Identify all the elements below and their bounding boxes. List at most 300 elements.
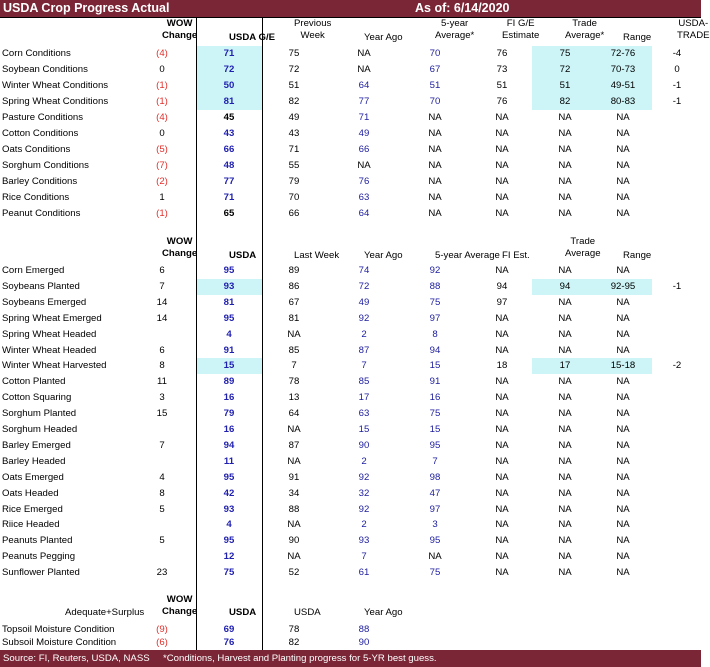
cell-prev: 49 [288, 112, 300, 123]
table-row [0, 533, 701, 548]
cell-prev: NA [287, 455, 301, 467]
cell-wow: (4) [156, 48, 168, 59]
table-row [0, 295, 701, 310]
cell-avg5: 7 [432, 455, 438, 467]
cell-usda: 16 [223, 392, 235, 404]
row-label: Riice Headed [2, 519, 60, 531]
row-label: Cotton Squaring [2, 392, 72, 404]
row-label: Peanuts Planted [2, 535, 73, 547]
hdr-usda-trade: USDA- TRADE [677, 18, 710, 41]
cell-range: NA [616, 128, 630, 139]
cell-prev: 90 [288, 535, 300, 547]
cell-avg5: NA [428, 208, 442, 219]
cell-trade: NA [558, 408, 572, 420]
cell-wow: 1 [159, 192, 165, 203]
cell-trade: NA [558, 455, 572, 467]
row-label: Barley Headed [2, 455, 66, 467]
cell-trade: NA [558, 312, 572, 324]
cell-wow: 7 [159, 439, 165, 451]
hdr-prev: USDA [294, 607, 321, 618]
cell-trade: NA [558, 519, 572, 531]
cell-yago: 49 [358, 296, 370, 308]
cell-avg5: 75 [429, 296, 441, 308]
cell-usda: 4 [226, 328, 232, 340]
cell-range: NA [616, 503, 630, 515]
cell-usda: 12 [223, 551, 235, 563]
cell-avg5: NA [428, 144, 442, 155]
footer-bar [0, 650, 701, 667]
cell-avg5: NA [428, 192, 442, 203]
cell-wow: 4 [159, 471, 165, 483]
cell-wow: 11 [157, 376, 167, 388]
hdr-range: Range [623, 32, 652, 43]
hdr-wow: WOW Change [162, 236, 198, 259]
title-bar [0, 0, 701, 17]
cell-yago: 77 [358, 96, 370, 107]
cell-range: NA [616, 392, 630, 404]
cell-fi: NA [495, 328, 509, 340]
cell-avg5: 97 [429, 312, 441, 324]
cell-trade: 17 [559, 360, 571, 372]
cell-trade: NA [558, 176, 572, 187]
cell-avg5: NA [428, 176, 442, 187]
cell-usda: 81 [223, 96, 235, 107]
row-label: Sorghum Conditions [2, 160, 89, 171]
cell-avg5: 15 [429, 424, 441, 435]
cell-trade: NA [558, 112, 572, 123]
cell-fi: 76 [496, 48, 508, 59]
cell-yago: 32 [358, 487, 370, 499]
hdr-trade: Trade Average* [565, 18, 605, 41]
cell-wow: 6 [159, 265, 165, 276]
cell-yago: NA [357, 48, 371, 59]
hdr-usda: USDA [229, 250, 257, 261]
cell-range: 15-18 [610, 360, 636, 372]
cell-avg5: 8 [432, 328, 438, 340]
cell-prev: NA [287, 424, 301, 435]
cell-avg5: 98 [429, 471, 441, 483]
cell-yago: 61 [358, 567, 370, 579]
cell-fi: NA [495, 567, 509, 579]
cell-fi: NA [495, 551, 509, 563]
cell-fi: NA [495, 176, 509, 187]
cell-prev: 85 [288, 344, 300, 356]
cell-yago: NA [357, 64, 371, 75]
cell-diff: -1 [672, 280, 682, 292]
cell-avg5: 75 [429, 567, 441, 579]
cell-trade: NA [558, 551, 572, 563]
hdr-yago: Year Ago [364, 607, 403, 618]
cell-usda: 45 [223, 112, 235, 123]
table-row [0, 438, 701, 453]
table-row [0, 470, 701, 485]
cell-avg5: 94 [429, 344, 441, 356]
source-note: Source: FI, Reuters, USDA, NASS [3, 653, 150, 664]
cell-trade: NA [558, 160, 572, 171]
cell-yago: 85 [358, 376, 370, 388]
cell-wow: 5 [159, 503, 165, 515]
cell-trade: NA [558, 296, 572, 308]
cell-wow: 3 [159, 392, 165, 404]
table-row [0, 502, 701, 517]
cell-range: NA [616, 328, 630, 340]
cell-avg5: 67 [429, 64, 441, 75]
row-label: Sorghum Headed [2, 424, 78, 435]
row-label: Rice Conditions [2, 192, 70, 203]
cell-yago: 7 [361, 360, 367, 372]
cell-yago: 15 [358, 424, 370, 435]
cell-prev: 78 [288, 376, 300, 388]
cell-trade: NA [558, 487, 572, 499]
cell-wow: 14 [156, 312, 168, 324]
cell-avg5: NA [428, 128, 442, 139]
cell-yago: 92 [358, 312, 370, 324]
table-row [0, 279, 701, 294]
cell-diff: -1 [672, 96, 682, 107]
hdr-range: Range [623, 250, 652, 261]
cell-usda: 69 [223, 624, 235, 635]
cell-usda: 50 [223, 80, 235, 91]
cell-trade: NA [558, 567, 572, 579]
cell-diff: 0 [674, 64, 680, 75]
cell-fi: NA [495, 265, 509, 276]
cell-yago: 66 [358, 144, 370, 155]
cell-yago: 92 [358, 471, 370, 483]
cell-yago: 7 [361, 551, 367, 563]
cell-wow: (9) [156, 624, 168, 635]
hdr-wow: WOW Change [162, 594, 198, 617]
table-row [0, 390, 701, 405]
cell-yago: 92 [358, 503, 370, 515]
cell-prev: 70 [288, 192, 300, 203]
cell-prev: 82 [288, 96, 300, 107]
cell-range: NA [616, 192, 630, 203]
hdr-trade: Trade Average [565, 236, 601, 259]
cell-range: NA [616, 144, 630, 155]
cell-avg5: 95 [429, 535, 441, 547]
table-row [0, 635, 701, 650]
table-row [0, 327, 701, 342]
cell-fi: 97 [496, 296, 508, 308]
hdr-wow: WOW Change [162, 18, 198, 41]
cell-prev: NA [287, 519, 301, 531]
cell-prev: 43 [288, 128, 300, 139]
table-row [0, 454, 701, 469]
cell-prev: 91 [288, 471, 300, 483]
cell-range: NA [616, 455, 630, 467]
cell-wow: (4) [156, 112, 168, 123]
top-rule [0, 17, 701, 18]
table-row [0, 190, 701, 205]
cell-yago: 2 [361, 328, 367, 340]
cell-trade: NA [558, 535, 572, 547]
hdr-prev: Last Week [294, 250, 340, 261]
hdr-adequate-surplus: Adequate+Surplus [65, 607, 145, 618]
cell-yago: 76 [358, 176, 370, 187]
cell-usda: 91 [223, 344, 235, 356]
cell-range: NA [616, 312, 630, 324]
cell-fi: 73 [496, 64, 508, 75]
cell-usda: 75 [223, 567, 235, 579]
row-label: Winter Wheat Conditions [2, 80, 109, 91]
cell-usda: 95 [223, 265, 235, 276]
row-label: Soybeans Emerged [2, 296, 87, 308]
cell-fi: NA [495, 519, 509, 531]
hdr-yago: Year Ago [364, 32, 403, 43]
cell-avg5: 47 [429, 487, 441, 499]
cell-wow: (1) [156, 208, 168, 219]
cell-prev: 52 [288, 567, 300, 579]
cell-avg5: NA [428, 112, 442, 123]
cell-wow: 6 [159, 344, 165, 356]
cell-diff: -4 [672, 48, 682, 59]
cell-trade: NA [558, 328, 572, 340]
row-label: Spring Wheat Emerged [2, 312, 102, 324]
cell-trade: NA [558, 392, 572, 404]
cell-avg5: NA [428, 160, 442, 171]
cell-usda: 89 [223, 376, 235, 388]
row-label: Spring Wheat Headed [2, 328, 97, 340]
cell-prev: 51 [288, 80, 300, 91]
row-label: Peanut Conditions [2, 208, 81, 219]
cell-fi: NA [495, 160, 509, 171]
cell-usda: 4 [226, 519, 232, 531]
cell-fi: NA [495, 192, 509, 203]
cell-yago: 90 [358, 637, 370, 648]
table-row [0, 343, 701, 358]
cell-range: NA [616, 487, 630, 499]
cell-range: NA [616, 439, 630, 451]
cell-range: NA [616, 376, 630, 388]
cell-yago: 90 [358, 439, 370, 451]
cell-range: NA [616, 535, 630, 547]
cell-prev: NA [287, 551, 301, 563]
cell-prev: 34 [288, 487, 300, 499]
cell-usda: 42 [223, 487, 235, 499]
cell-range: NA [616, 471, 630, 483]
cell-avg5: 15 [429, 360, 441, 372]
cell-usda: 66 [223, 144, 235, 155]
cell-prev: 81 [288, 312, 300, 324]
cell-usda: 95 [223, 312, 235, 324]
cell-prev: 82 [288, 637, 300, 648]
cell-wow: 0 [159, 128, 165, 139]
cell-usda: 15 [223, 360, 235, 372]
row-label: Soybeans Planted [2, 280, 80, 292]
cell-yago: 63 [358, 408, 370, 420]
cell-avg5: 91 [429, 376, 441, 388]
cell-usda: 93 [223, 280, 235, 292]
hdr-usda: USDA G/E [229, 32, 276, 43]
cell-fi: NA [495, 439, 509, 451]
cell-yago: 64 [358, 80, 370, 91]
cell-range: NA [616, 551, 630, 563]
cell-fi: NA [495, 208, 509, 219]
cell-prev: 13 [288, 392, 300, 404]
hdr-yago: Year Ago [364, 250, 403, 261]
footnote: *Conditions, Harvest and Planting progress for 5-YR best guess. [163, 653, 437, 664]
hdr-avg5: 5-year Average* [435, 18, 475, 41]
cell-prev: 87 [288, 439, 300, 451]
row-label: Spring Wheat Conditions [2, 96, 109, 107]
cell-usda: 93 [223, 503, 235, 515]
table-row [0, 374, 701, 389]
cell-trade: NA [558, 471, 572, 483]
cell-wow: 5 [159, 535, 165, 547]
cell-prev: 67 [288, 296, 300, 308]
cell-range: 70-73 [610, 64, 636, 75]
cell-usda: 71 [223, 48, 235, 59]
cell-trade: 94 [559, 280, 571, 292]
cell-prev: 71 [288, 144, 300, 155]
cell-prev: 86 [288, 280, 300, 292]
table-row [0, 311, 701, 326]
cell-avg5: 16 [429, 392, 441, 404]
cell-trade: NA [558, 192, 572, 203]
cell-range: 72-76 [610, 48, 636, 59]
cell-trade: NA [558, 265, 572, 276]
row-label: Rice Emerged [2, 503, 63, 515]
row-label: Corn Emerged [2, 265, 65, 276]
report-title: USDA Crop Progress Actual [3, 1, 170, 15]
cell-yago: 72 [358, 280, 370, 292]
cell-usda: 71 [223, 192, 235, 203]
cell-wow: 8 [159, 360, 165, 372]
cell-yago: 88 [358, 624, 370, 635]
cell-trade: NA [558, 208, 572, 219]
row-label: Sorghum Planted [2, 408, 77, 420]
cell-fi: 76 [496, 96, 508, 107]
cell-range: NA [616, 176, 630, 187]
cell-range: NA [616, 112, 630, 123]
row-label: Peanuts Pegging [2, 551, 76, 563]
row-label: Pasture Conditions [2, 112, 84, 123]
table-row [0, 406, 701, 421]
cell-trade: NA [558, 424, 572, 435]
cell-wow: (5) [156, 144, 168, 155]
cell-wow: (6) [156, 637, 168, 648]
cell-avg5: 88 [429, 280, 441, 292]
cell-avg5: 75 [429, 408, 441, 420]
cell-range: NA [616, 160, 630, 171]
cell-wow: (2) [156, 176, 168, 187]
cell-fi: NA [495, 376, 509, 388]
cell-yago: 63 [358, 192, 370, 203]
table-row [0, 158, 701, 173]
cell-trade: 82 [559, 96, 571, 107]
cell-wow: (1) [156, 96, 168, 107]
cell-prev: 7 [291, 360, 297, 372]
cell-yago: 87 [358, 344, 370, 356]
table-row [0, 358, 701, 373]
cell-range: 80-83 [610, 96, 636, 107]
table-row [0, 142, 701, 157]
hdr-usda: USDA [229, 607, 257, 618]
cell-trade: NA [558, 439, 572, 451]
cell-fi: NA [495, 535, 509, 547]
cell-wow: 0 [159, 64, 165, 75]
cell-yago: 49 [358, 128, 370, 139]
table-row [0, 517, 701, 532]
cell-trade: 75 [559, 48, 571, 59]
cell-avg5: 95 [429, 439, 441, 451]
cell-wow: (1) [156, 80, 168, 91]
cell-wow: 8 [159, 487, 165, 499]
cell-wow: 14 [156, 296, 168, 308]
cell-usda: 72 [223, 64, 235, 75]
cell-yago: 2 [361, 455, 367, 467]
cell-diff: -2 [672, 360, 682, 372]
cell-fi: NA [495, 112, 509, 123]
cell-yago: 74 [358, 265, 370, 276]
table-row [0, 78, 701, 93]
table-row [0, 174, 701, 189]
cell-range: NA [616, 519, 630, 531]
cell-fi: NA [495, 455, 509, 467]
cell-fi: NA [495, 408, 509, 420]
cell-fi: NA [495, 392, 509, 404]
row-label: Subsoil Moisture Condition [2, 637, 117, 648]
cell-trade: NA [558, 503, 572, 515]
cell-range: 92-95 [610, 280, 636, 292]
row-label: Oats Conditions [2, 144, 71, 155]
table-row [0, 565, 701, 580]
cell-prev: 89 [288, 265, 300, 276]
cell-diff: -1 [672, 80, 682, 91]
cell-prev: 64 [288, 408, 300, 420]
cell-prev: 75 [288, 48, 300, 59]
cell-trade: 51 [559, 80, 571, 91]
cell-yago: 93 [358, 535, 370, 547]
table-row [0, 110, 701, 125]
cell-range: NA [616, 208, 630, 219]
cell-range: NA [616, 265, 630, 276]
table-row [0, 263, 701, 278]
row-label: Barley Emerged [2, 439, 71, 451]
table-row [0, 46, 701, 61]
cell-usda: 43 [223, 128, 235, 139]
cell-wow: (7) [156, 160, 168, 171]
cell-usda: 77 [223, 176, 235, 187]
row-label: Barley Conditions [2, 176, 78, 187]
row-label: Winter Wheat Harvested [2, 360, 107, 372]
cell-range: NA [616, 424, 630, 435]
hdr-prev: Previous Week [294, 18, 332, 41]
cell-prev: 72 [288, 64, 300, 75]
cell-avg5: 70 [429, 96, 441, 107]
cell-wow: 23 [156, 567, 168, 579]
cell-trade: NA [558, 144, 572, 155]
cell-usda: 95 [223, 535, 235, 547]
cell-usda: 81 [223, 296, 235, 308]
cell-wow: 7 [159, 280, 165, 292]
table-row [0, 486, 701, 501]
hdr-avg5: 5-year Average [435, 250, 500, 261]
cell-fi: 18 [496, 360, 508, 372]
cell-range: NA [616, 408, 630, 420]
cell-prev: 66 [288, 208, 300, 219]
row-label: Oats Headed [2, 487, 59, 499]
cell-avg5: 51 [429, 80, 441, 91]
hdr-fi: FI Est. [502, 250, 530, 261]
cell-fi: 51 [496, 80, 508, 91]
row-label: Winter Wheat Headed [2, 344, 97, 356]
row-label: Topsoil Moisture Condition [2, 624, 115, 635]
cell-fi: NA [495, 471, 509, 483]
cell-avg5: 70 [429, 48, 441, 59]
hdr-fi: FI G/E Estimate [502, 18, 540, 41]
cell-usda: 65 [223, 208, 235, 219]
